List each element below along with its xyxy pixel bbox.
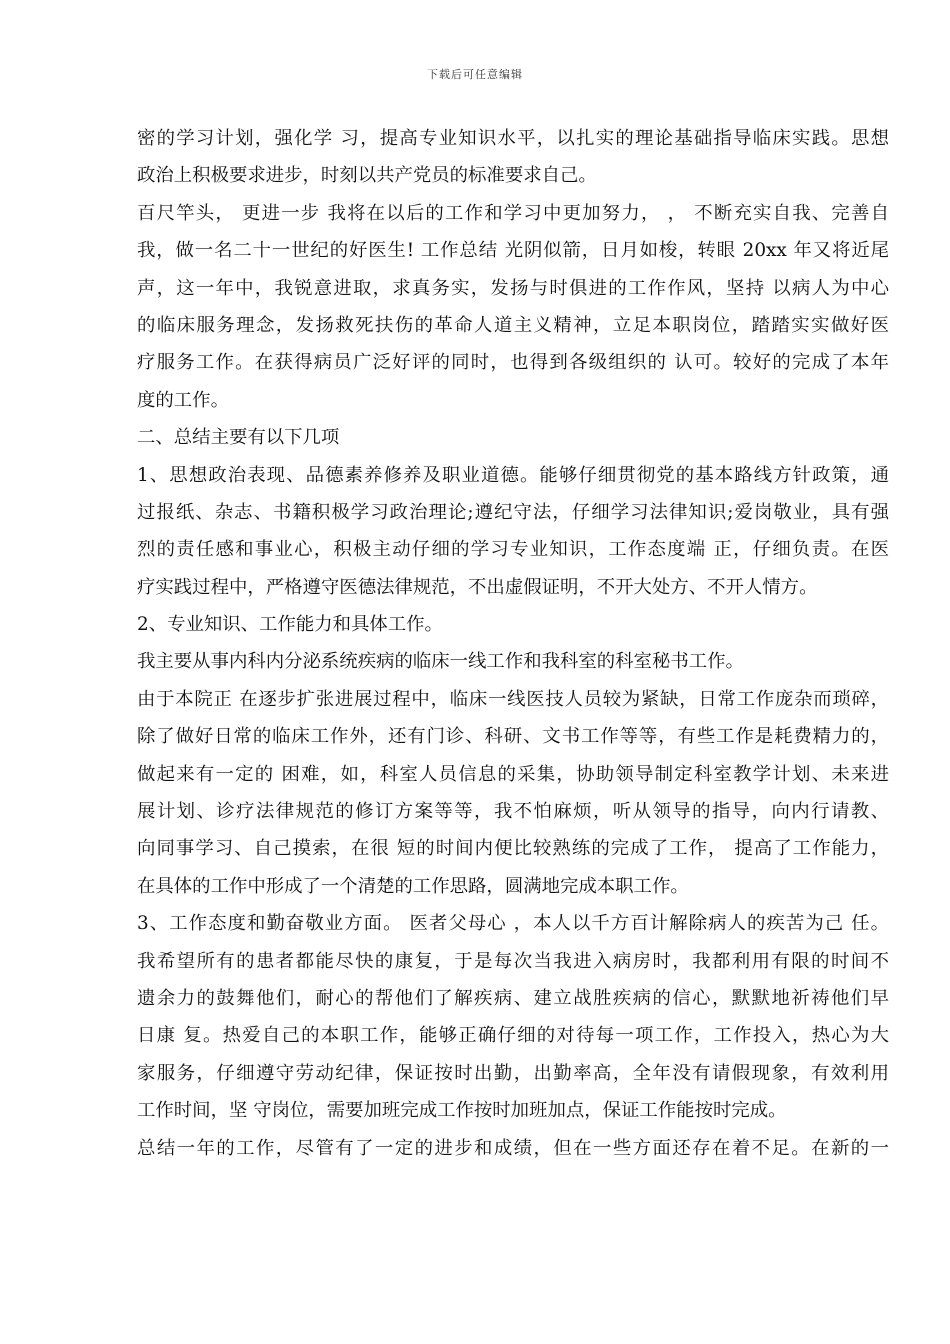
- text-line: 工作时间，坚 守岗位，需要加班完成工作按时加班加点，保证工作能按时完成。: [137, 1100, 787, 1122]
- text-line: 日康 复。热爱自己的本职工作，能够正确仔细的对待每一项工作，工作投入，热心为大: [137, 1025, 889, 1047]
- text-line: 展计划、诊疗法律规范的修订方案等等，我不怕麻烦，听从领导的指导，向内行请教、: [137, 801, 889, 823]
- text-line: 的临床服务理念，发扬救死扶伤的革命人道主义精神，立足本职岗位，踏踏实实做好医: [137, 314, 889, 336]
- text-line: 过报纸、杂志、书籍积极学习政治理论;遵纪守法，仔细学习法律知识;爱岗敬业，具有强: [137, 501, 889, 523]
- text-line: 1、思想政治表现、品德素养修养及职业道德。能够仔细贯彻党的基本路线方针政策，通: [137, 464, 889, 486]
- text-line: 除了做好日常的临床工作外，还有门诊、科研、文书工作等等，有些工作是耗费精力的，: [137, 726, 889, 748]
- text-line: 做起来有一定的 困难，如，科室人员信息的采集，协助领导制定科室教学计划、未来进: [137, 763, 889, 785]
- text-line: 百尺竿头， 更进一步 我将在以后的工作和学习中更加努力， ， 不断充实自我、完善自: [137, 202, 889, 224]
- text-line: 3、工作态度和勤奋敬业方面。 医者父母心 ，本人以千方百计解除病人的疾苦为己 任。: [137, 913, 889, 935]
- document-body: [137, 120, 889, 1167]
- text-line: 由于本院正 在逐步扩张进展过程中，临床一线医技人员较为紧缺，日常工作庞杂而琐碎，: [137, 688, 889, 710]
- text-line: 向同事学习、自己摸索，在很 短的时间内便比较熟练的完成了工作， 提高了工作能力，: [137, 838, 889, 860]
- text-line: 我主要从事内科内分泌系统疾病的临床一线工作和我科室的科室秘书工作。: [137, 651, 744, 673]
- text-line: 2、专业知识、工作能力和具体工作。: [137, 614, 443, 636]
- text-line: 密的学习计划，强化学 习，提高专业知识水平，以扎实的理论基础指导临床实践。思想: [137, 128, 889, 149]
- text-line: 我希望所有的患者都能尽快的康复，于是每次当我进入病房时，我都利用有限的时间不: [137, 950, 889, 972]
- page-header: 下载后可任意编辑: [427, 68, 523, 81]
- text-line: 度的工作。: [137, 389, 229, 411]
- text-line: 烈的责任感和事业心，积极主动仔细的学习专业知识，工作态度端 正，仔细负责。在医: [137, 539, 889, 561]
- text-line: 遗余力的鼓舞他们，耐心的帮他们了解疾病、建立战胜疾病的信心，默默地祈祷他们早: [137, 987, 889, 1009]
- text-line: 在具体的工作中形成了一个清楚的工作思路，圆满地完成本职工作。: [137, 875, 689, 897]
- text-line: 二、总结主要有以下几项: [137, 427, 340, 449]
- text-line: 疗服务工作。在获得病员广泛好评的同时，也得到各级组织的 认可。较好的完成了本年: [137, 352, 889, 374]
- text-line: 声，这一年中，我锐意进取，求真务实，发扬与时俱进的工作作风，坚持 以病人为中心: [137, 277, 889, 299]
- text-line: 家服务，仔细遵守劳动纪律，保证按时出勤，出勤率高，全年没有请假现象，有效利用: [137, 1062, 889, 1084]
- text-line: 我，做一名二十一世纪的好医生! 工作总结 光阴似箭，日月如梭，转眼 20xx 年又将近尾: [137, 240, 889, 262]
- text-line: 政治上积极要求进步，时刻以共产党员的标准要求自己。: [137, 165, 597, 187]
- text-line: 总结一年的工作，尽管有了一定的进步和成绩，但在一些方面还存在着不足。在新的一: [137, 1137, 889, 1159]
- text-line: 疗实践过程中，严格遵守医德法律规范，不出虚假证明，不开大处方、不开人情方。: [137, 576, 818, 598]
